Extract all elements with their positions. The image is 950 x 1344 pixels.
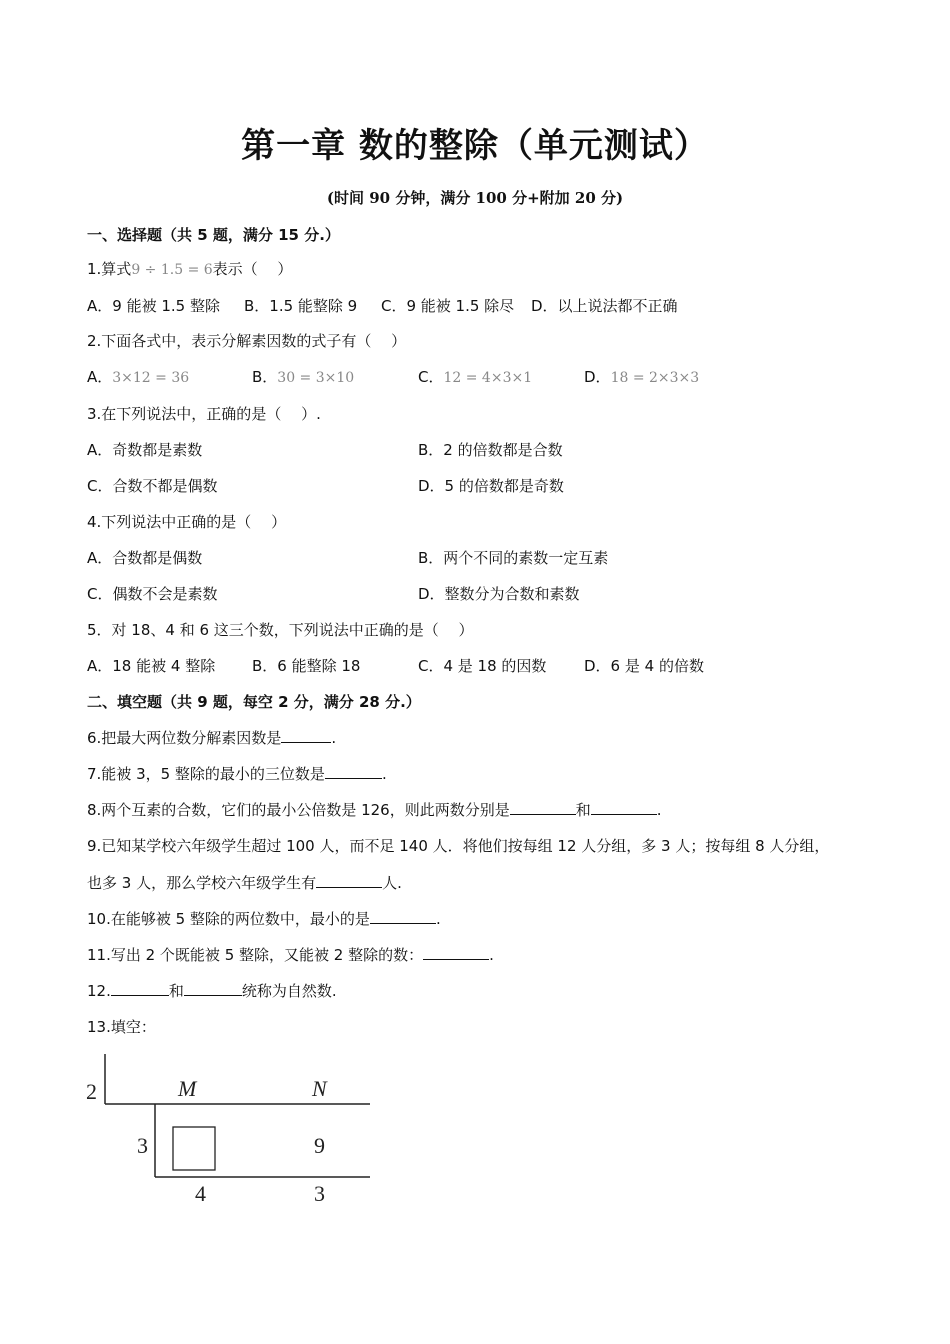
label-m: M <box>178 1076 197 1101</box>
q3-option-b: B．2 的倍数都是合数 <box>418 441 563 459</box>
q5-option-b: B．6 能整除 18 <box>252 657 361 675</box>
q1-option-d: D．以上说法都不正确 <box>531 297 678 315</box>
q1-math: 9 ÷ 1.5 = 6 <box>131 262 213 278</box>
q5-option-a: A．18 能被 4 整除 <box>87 657 216 675</box>
q4-option-c: C．偶数不会是素数 <box>87 585 218 603</box>
q3-option-a: A．奇数都是素数 <box>87 441 203 459</box>
question-7: 7.能被 3，5 整除的最小的三位数是 . <box>87 765 387 783</box>
value-4: 4 <box>195 1181 206 1206</box>
q1-option-c: C．9 能被 1.5 除尽 <box>381 297 515 315</box>
divisor-2: 2 <box>86 1079 97 1104</box>
q2-option-d: D．18 = 2×3×3 <box>584 368 700 386</box>
q2-option-b: B．30 = 3×10 <box>252 368 355 386</box>
q2-option-c: C．12 = 4×3×1 <box>418 368 533 386</box>
section1-heading: 一、选择题（共 5 题，满分 15 分.） <box>87 226 340 244</box>
question-13: 13.填空： <box>87 1018 156 1036</box>
question-10: 10.在能够被 5 整除的两位数中，最小的是 . <box>87 910 441 928</box>
q4-option-a: A．合数都是偶数 <box>87 549 203 567</box>
q5-option-d: D．6 是 4 的倍数 <box>584 657 704 675</box>
question-3: 3.在下列说法中，正确的是（ ）. <box>87 405 321 423</box>
section2-heading: 二、填空题（共 9 题，每空 2 分，满分 28 分.） <box>87 693 421 711</box>
page-title: 第一章 数的整除（单元测试） <box>241 126 709 166</box>
question-9-line1: 9.已知某学校六年级学生超过 100 人，而不足 140 人．将他们按每组 12 人分组，多 3 人；按每组 8 人分组， <box>87 837 830 855</box>
answer-box[interactable] <box>173 1127 215 1170</box>
q2-option-a: A．3×12 = 36 <box>87 368 190 386</box>
exam-info: (时间 90 分钟，满分 100 分+附加 20 分) <box>326 189 624 207</box>
q1-option-b: B．1.5 能整除 9 <box>244 297 358 315</box>
q1-suffix: 表示（ ） <box>212 260 293 278</box>
q4-option-b: B．两个不同的素数一定互素 <box>418 549 609 567</box>
q3-option-c: C．合数不都是偶数 <box>87 477 218 495</box>
question-12: 12. 和 统称为自然数. <box>87 982 337 1000</box>
question-8: 8.两个互素的合数，它们的最小公倍数是 126，则此两数分别是 和 . <box>87 801 662 819</box>
label-n: N <box>312 1076 327 1101</box>
value-3: 3 <box>314 1181 325 1206</box>
question-6: 6.把最大两位数分解素因数是 . <box>87 729 337 747</box>
q1-prefix: 1.算式 <box>87 260 132 278</box>
question-4: 4.下列说法中正确的是（ ） <box>87 513 287 531</box>
value-9: 9 <box>314 1133 325 1158</box>
question-2: 2.下面各式中，表示分解素因数的式子有（ ） <box>87 332 407 350</box>
q4-option-d: D．整数分为合数和素数 <box>418 585 580 603</box>
q5-option-c: C．4 是 18 的因数 <box>418 657 547 675</box>
q1-option-a: A．9 能被 1.5 整除 <box>87 297 220 315</box>
question-5: 5．对 18、4 和 6 这三个数，下列说法中正确的是（ ） <box>87 621 474 639</box>
question-11: 11.写出 2 个既能被 5 整除，又能被 2 整除的数： . <box>87 946 494 964</box>
divisor-3: 3 <box>137 1133 148 1158</box>
q3-option-d: D．5 的倍数都是奇数 <box>418 477 564 495</box>
question-9-line2: 也多 3 人，那么学校六年级学生有 人. <box>87 874 402 892</box>
